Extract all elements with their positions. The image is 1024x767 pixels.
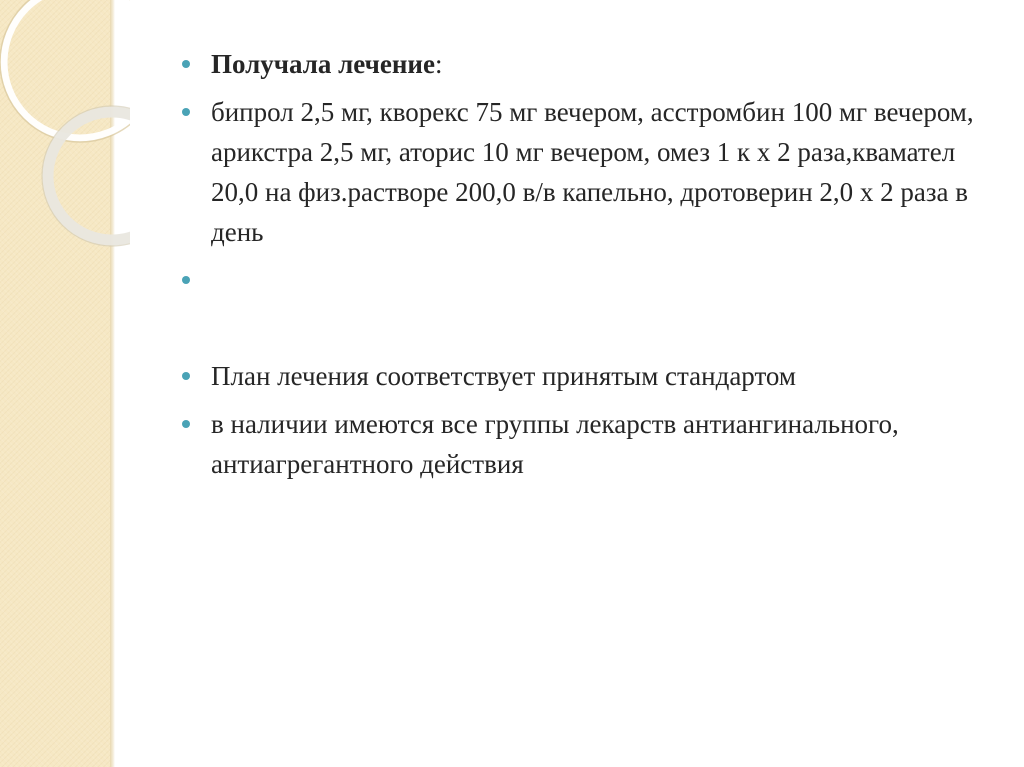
treatment-heading-colon: : <box>434 49 443 79</box>
medication-list: бипрол 2,5 мг, кворекс 75 мг вечером, асстромбин 100 мг вечером, арикстра 2,5 мг, аторис 10 мг вечером, омез 1 к х 2 раза,квамател 20,0 на физ.растворе 200,0 в/в капельно, дротоверин 2,0 х 2 раза в день <box>211 97 974 247</box>
bullet-icon <box>182 60 190 68</box>
bullet-list <box>180 44 980 484</box>
bullet-icon <box>182 276 190 284</box>
bullet-icon <box>182 108 190 116</box>
treatment-heading: Получала лечение <box>211 49 435 79</box>
list-item <box>180 404 980 484</box>
slide-content <box>180 44 980 492</box>
list-item-empty <box>180 260 980 300</box>
list-spacer <box>180 308 980 348</box>
bullet-icon <box>182 372 190 380</box>
bullet-icon <box>182 420 190 428</box>
list-item <box>180 44 980 84</box>
drug-groups-statement: в наличии имеются все группы лекарств антиангинального, антиагрегантного действия <box>211 409 899 479</box>
decorative-rings-icon <box>0 0 130 260</box>
list-item <box>180 356 980 396</box>
list-item <box>180 92 980 252</box>
plan-statement: План лечения соответствует принятым стандартом <box>211 361 796 391</box>
